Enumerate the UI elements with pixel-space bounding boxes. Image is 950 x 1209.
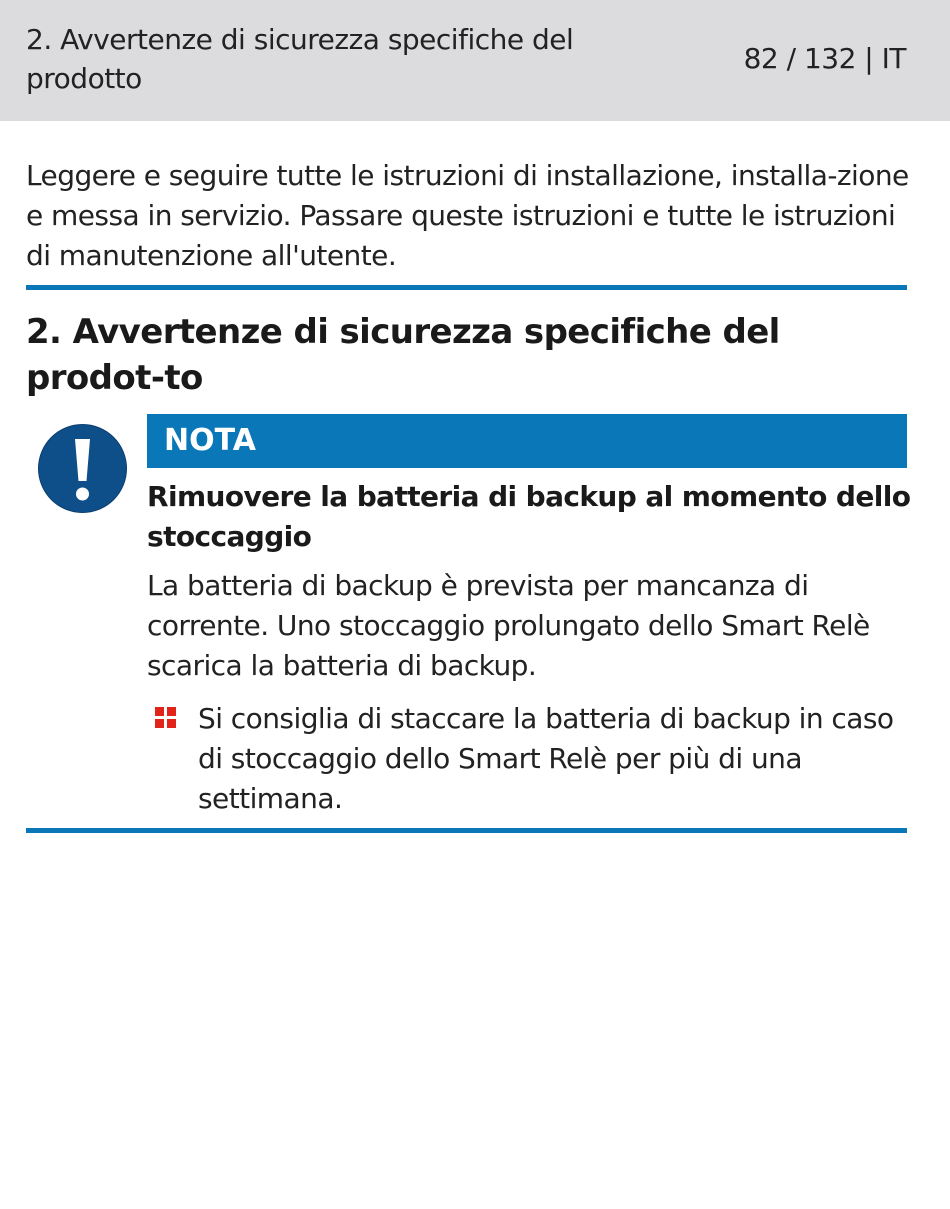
note-body: La batteria di backup è prevista per mancanza di corrente. Uno stoccaggio prolungato dello Smart Relè scarica la batteria di backup. — [147, 569, 870, 682]
header-title: 2. Avvertenze di sicurezza specifiche del prodotto — [26, 23, 574, 95]
note-banner — [147, 414, 907, 468]
exclamation-icon — [35, 421, 130, 516]
note-heading: Rimuovere la batteria di backup al momento dello stoccaggio — [147, 480, 911, 553]
section-title: 2. Avvertenze di sicurezza specifiche del prodot-to — [26, 312, 780, 398]
divider-bottom — [26, 828, 907, 833]
page-header — [0, 0, 950, 121]
action-bullet-icon — [155, 707, 176, 728]
note-label: NOTA — [164, 423, 256, 458]
divider-top — [26, 285, 907, 290]
page-indicator: 82 / 132 | IT — [743, 42, 906, 75]
intro-paragraph: Leggere e seguire tutte le istruzioni di installazione, installa-zione e messa in servizio. Passare queste istruzioni e tutte le istruzioni di manutenzione all'utente. — [26, 159, 909, 272]
note-bullet-text: Si consiglia di staccare la batteria di backup in caso di stoccaggio dello Smart Relè per più di una settimana. — [198, 702, 894, 815]
